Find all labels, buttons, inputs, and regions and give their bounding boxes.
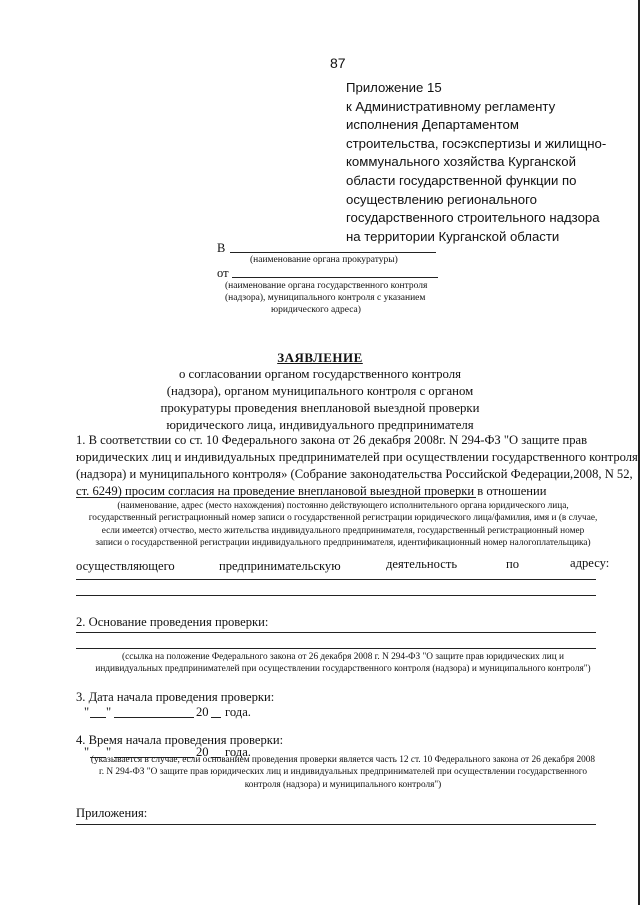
attachments-field-line [76, 824, 596, 825]
date-quote-open: " [84, 705, 90, 719]
caption-line: государственный регистрационный номер записи о государственной регистрации юридического лица/фамилия, имя и (в случае, [88, 513, 598, 524]
from-field-line [232, 277, 438, 278]
subtitle-line: прокуратуры проведения внеплановой выездной проверки [160, 401, 480, 415]
document-title: ЗАЯВЛЕНИЕ [277, 350, 363, 365]
section2-label: 2. Основание проведения проверки: [76, 615, 269, 629]
from-prefix: от [217, 266, 229, 280]
section1-line: ст. 6249) просим согласия на проведение внеплановой выездной проверки в отношении [76, 484, 547, 498]
caption-line: г. N 294-ФЗ "О защите прав юридических лиц и индивидуальных предпринимателей при осуществлении государственного [98, 767, 588, 778]
continuation-word: предпринимательскую [219, 559, 341, 573]
date-suffix: года. [225, 705, 251, 719]
from-caption-line: юридического адреса) [271, 305, 361, 316]
continuation-word: по [506, 557, 520, 571]
year-field-line [211, 717, 221, 718]
caption-line: (наименование, адрес (место нахождения) постоянно действующего исполнительного органа юридического лица, [117, 501, 569, 511]
section1-caption [76, 500, 610, 550]
appendix-line: государственного строительного надзора [346, 210, 600, 226]
day-field-line [90, 717, 106, 718]
page-number: 87 [330, 55, 346, 71]
section3-label: 3. Дата начала проведения проверки: [76, 690, 275, 704]
date-quote-close: " [106, 745, 112, 759]
subtitle-line: о согласовании органом государственного контроля [178, 367, 462, 381]
document-subtitle [0, 366, 640, 434]
section4-label: 4. Время начала проведения проверки: [76, 733, 284, 747]
section2-caption [76, 651, 610, 676]
appendix-line: исполнения Департаментом [346, 117, 519, 133]
section1-paragraph [76, 432, 638, 500]
caption-line: индивидуальных предпринимателей при осуществлении государственного контроля (надзора) и муниципального контроля") [95, 664, 591, 675]
from-caption-line: (надзора), муниципального контроля с указанием [225, 293, 426, 304]
address-line [76, 595, 596, 596]
caption-line: контроля (надзора) и муниципального контроля") [244, 779, 442, 790]
from-caption [225, 280, 427, 317]
date-year-prefix: 20 [196, 705, 209, 719]
section1-field-line [76, 497, 476, 498]
caption-line: если имеется) отчество, место жительства индивидуального предпринимателя, государственный регистрационный номер [101, 525, 585, 536]
caption-line: (ссылка на положение Федерального закона от 26 декабря 2008 г. N 294-ФЗ "О защите прав юридических лиц и [121, 652, 565, 662]
appendix-block [346, 79, 606, 246]
attachments-label: Приложения: [76, 806, 148, 820]
section1-line: 1. В соответствии со ст. 10 Федерального закона от 26 декабря 2008г. N 294-ФЗ "О защите прав [76, 433, 588, 447]
address-line [76, 579, 596, 580]
continuation-word: адресу: [570, 556, 610, 570]
continuation-word: деятельность [386, 557, 458, 571]
appendix-line: строительства, госэкспертизы и жилищно- [346, 135, 607, 151]
appendix-line: к Административному регламенту [346, 98, 556, 114]
date-quote-close: " [106, 705, 112, 719]
date-suffix: года. [225, 745, 251, 759]
appendix-line: коммунального хозяйства Курганской [346, 154, 576, 170]
section2-field-line [76, 632, 596, 633]
subtitle-line: юридического лица, индивидуального предпринимателя [166, 418, 474, 432]
continuation-word: осуществляющего [76, 559, 175, 573]
section4-caption [76, 754, 610, 791]
appendix-line: Приложение 15 [346, 80, 442, 95]
appendix-line: области государственной функции по [346, 172, 577, 188]
section1-line: юридических лиц и индивидуальных предпринимателей при осуществлении государственного контроля [76, 450, 638, 464]
month-field-line [114, 717, 194, 718]
to-prefix: В [217, 241, 226, 255]
section1-line: (надзора) и муниципального контроля» (Собрание законодательства Российской Федерации,2008, N 52, [76, 467, 633, 481]
caption-line: (указывается в случае, если основанием проведения проверки является часть 12 ст. 10 Федерального закона от 26 декабря 2008 [90, 755, 596, 765]
date-year-prefix: 20 [196, 745, 209, 759]
appendix-line: осуществлению регионального [346, 191, 537, 207]
caption-line: записи о государственной регистрации индивидуального предпринимателя, идентификационный номер налогоплательщика) [95, 538, 591, 549]
date-quote-open: " [84, 745, 90, 759]
to-field-line [230, 252, 436, 253]
subtitle-line: (надзора), органом муниципального контроля с органом [166, 384, 474, 398]
from-caption-line: (наименование органа государственного контроля [225, 281, 428, 291]
section2-field-line [76, 648, 596, 649]
appendix-line: на территории Курганской области [346, 228, 560, 244]
to-caption: (наименование органа прокуратуры) [250, 255, 398, 265]
